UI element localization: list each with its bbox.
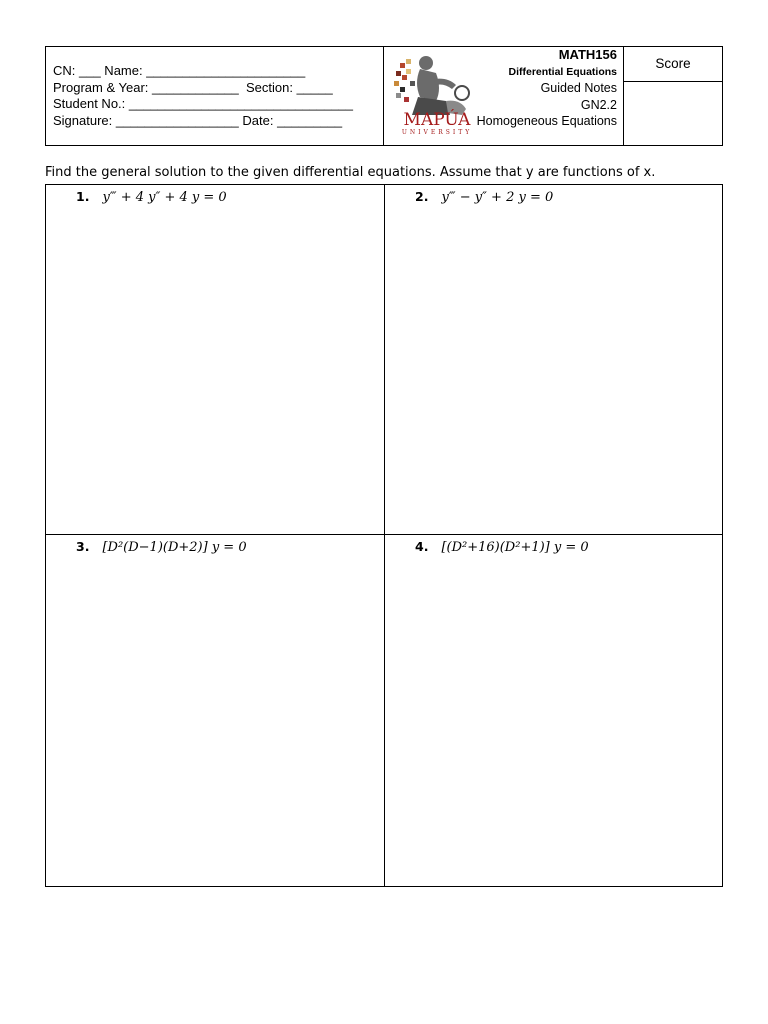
problem-number: 3. — [76, 539, 90, 554]
course-info — [384, 47, 624, 145]
pixel-mosaic — [394, 59, 415, 102]
problem-4-cell[interactable] — [385, 535, 722, 886]
student-no-line: Student No.: _______________________________ — [53, 96, 354, 111]
problem-number: 1. — [76, 189, 90, 204]
course-subject: Differential Equations — [508, 65, 617, 78]
score-label: Score — [624, 47, 722, 82]
logo-subtitle: UNIVERSITY — [401, 129, 473, 135]
signature-date-line: Signature: _________________ Date: _________ — [53, 112, 343, 128]
problem-equation: [(D²+16)(D²+1)] y = 0 — [441, 540, 589, 555]
problem-grid — [45, 184, 723, 887]
problem-equation: y‴ + 4 y″ + 4 y = 0 — [102, 190, 227, 205]
problem-number: 4. — [415, 539, 429, 554]
score-field[interactable] — [624, 82, 722, 145]
cn-name-line: CN: ___ Name: ______________________ — [53, 63, 306, 78]
notes-number: GN2.2 — [580, 97, 617, 112]
problem-equation: [D²(D−1)(D+2)] y = 0 — [102, 540, 247, 555]
problem-1 — [76, 188, 227, 206]
seated-figure — [412, 56, 469, 115]
problem-1-cell[interactable] — [46, 185, 385, 535]
problem-3 — [76, 538, 247, 556]
problem-4 — [415, 538, 589, 556]
problem-2 — [415, 188, 553, 206]
problem-3-cell[interactable] — [46, 535, 385, 886]
header-box — [45, 46, 723, 146]
mapua-logo — [390, 49, 485, 135]
program-section-line: Program & Year: ____________ Section: _____ — [53, 79, 333, 95]
notes-topic: Homogeneous Equations — [476, 114, 617, 128]
course-code: MATH156 — [558, 47, 617, 62]
problem-2-cell[interactable] — [385, 185, 722, 535]
student-info — [46, 47, 384, 145]
course-text — [477, 47, 617, 130]
notes-type: Guided Notes — [540, 81, 617, 95]
score-box — [624, 47, 722, 145]
problem-number: 2. — [415, 189, 429, 204]
logo-wordmark: MAPÚA — [403, 110, 471, 130]
instructions: Find the general solution to the given differential equations. Assume that y are functions of x. — [45, 165, 656, 180]
problem-equation: y‴ − y″ + 2 y = 0 — [441, 190, 554, 205]
